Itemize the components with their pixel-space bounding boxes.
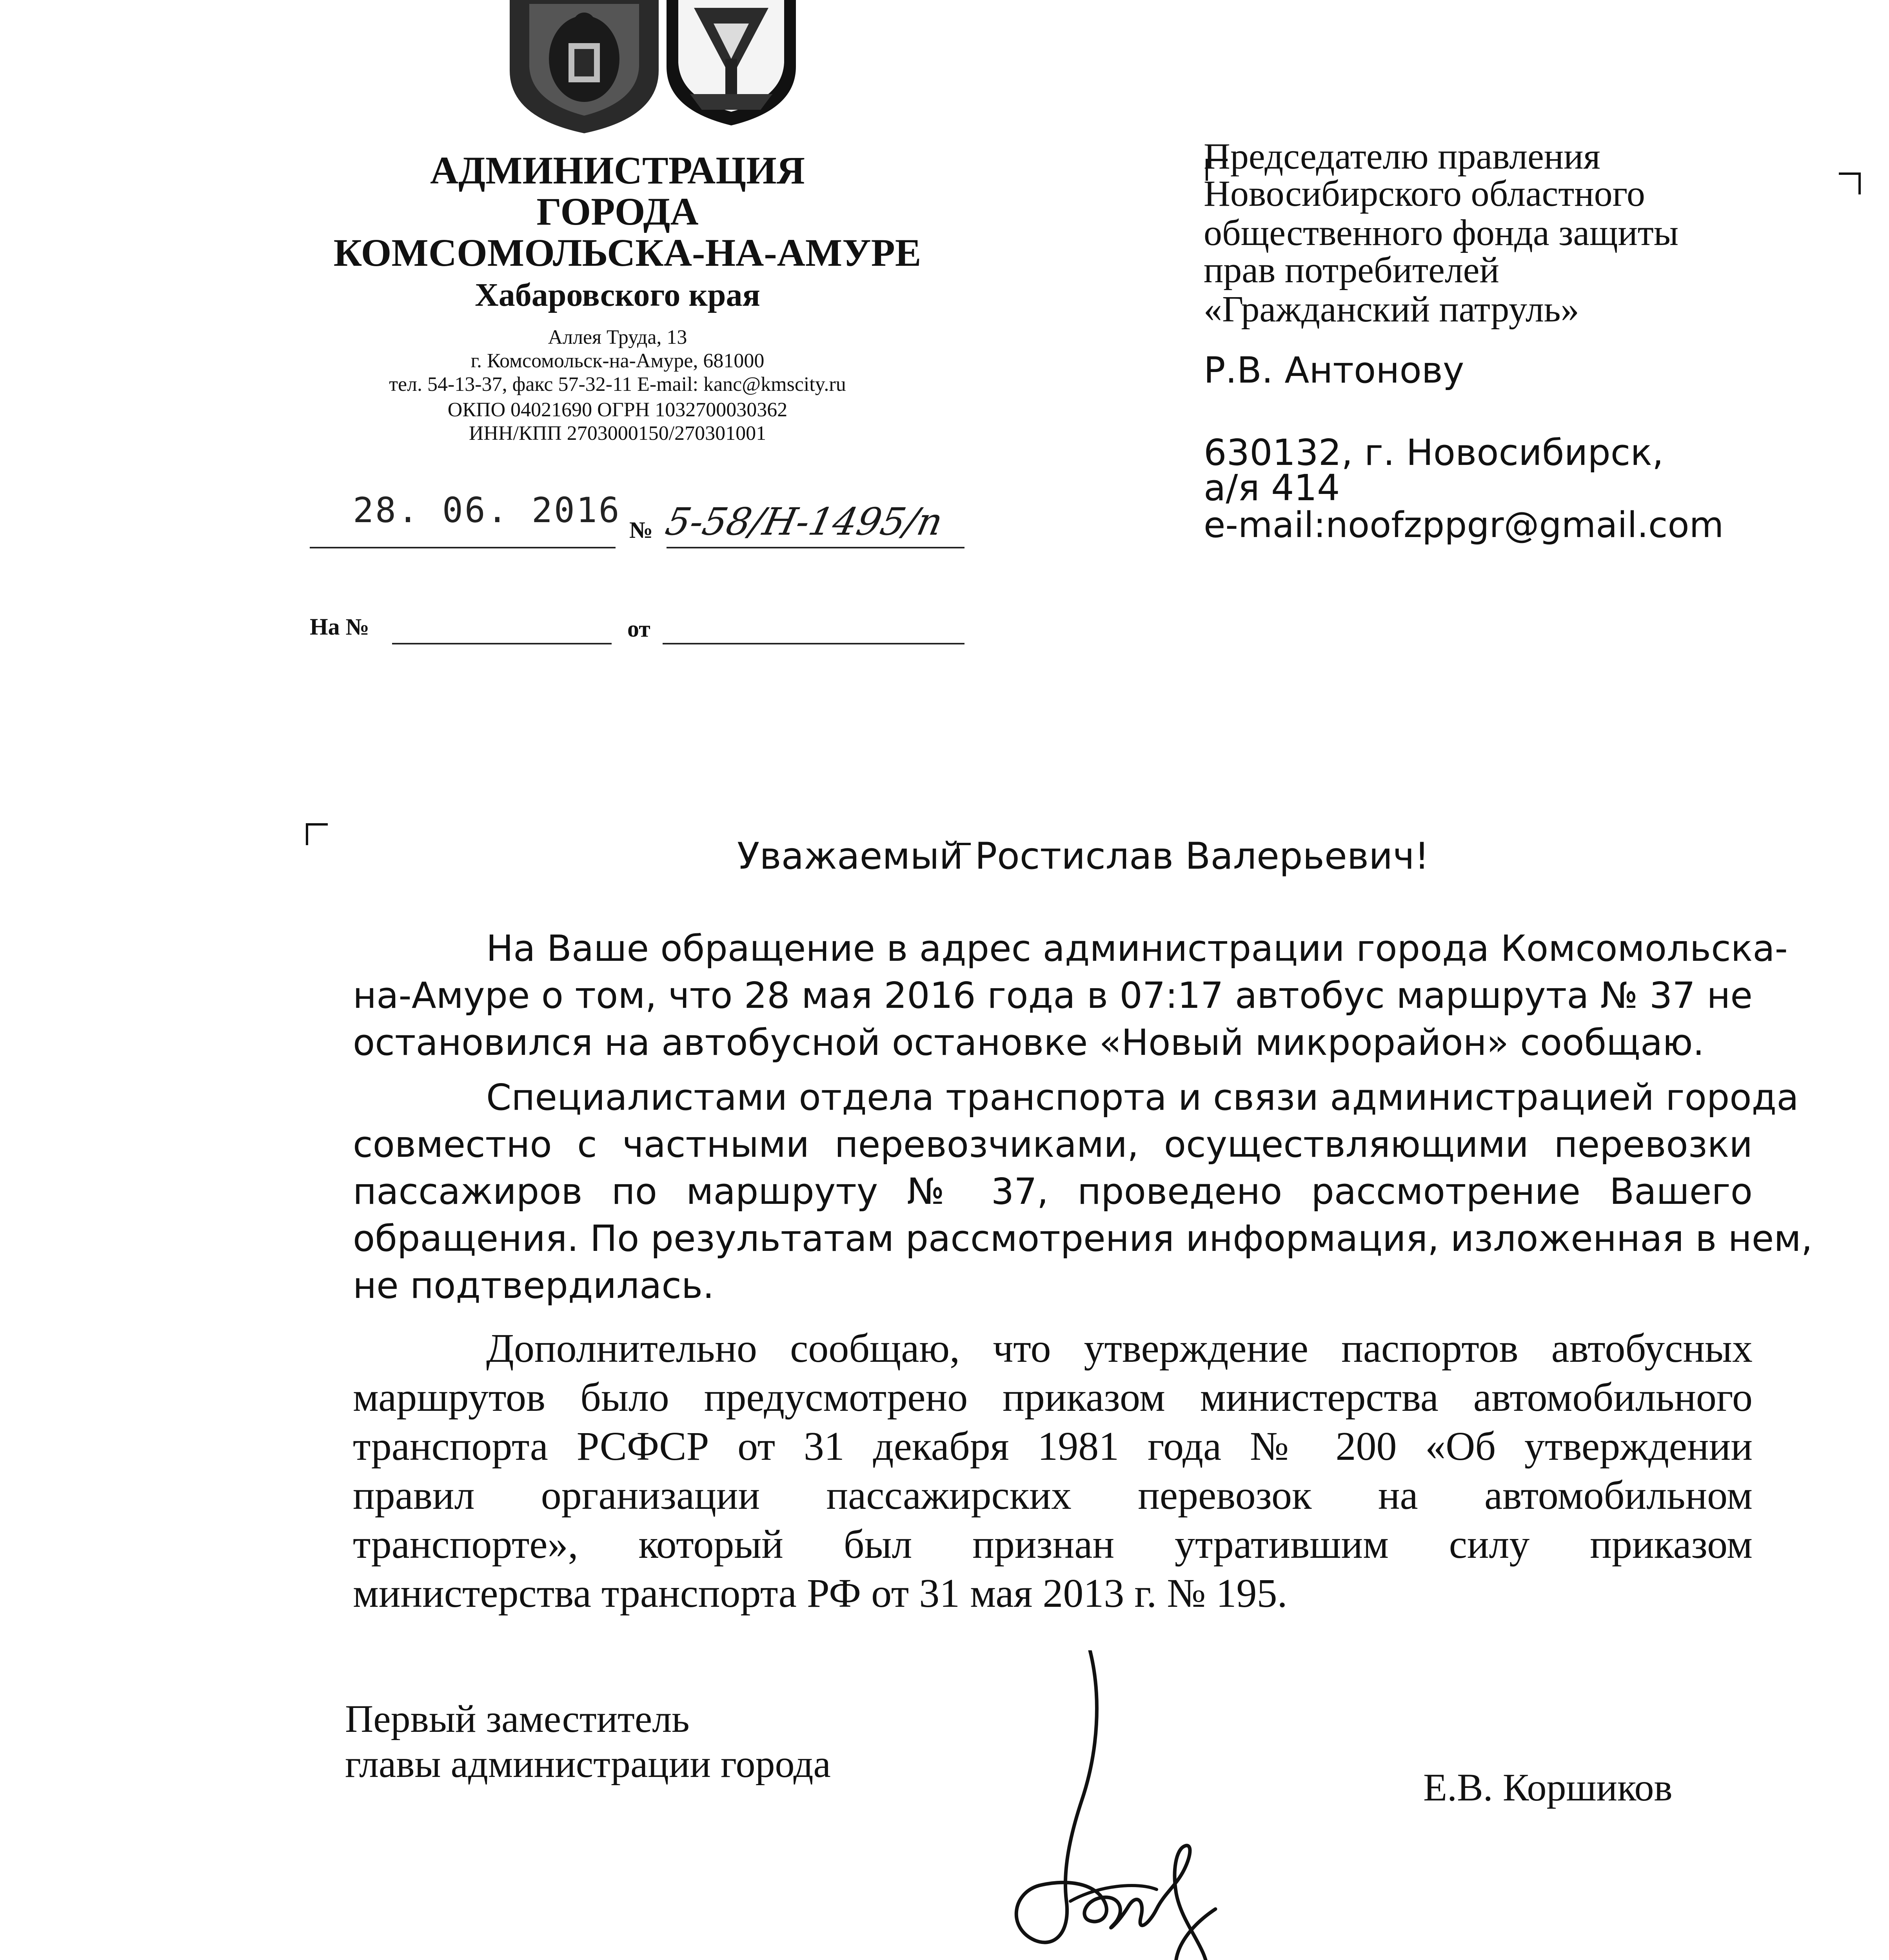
letter-paragraph-3-line: правил организации пассажирских перевозок на автомобильном bbox=[353, 1473, 1753, 1518]
letter-salutation: Уважаемый Ростислав Валерьевич! bbox=[737, 835, 1429, 878]
letter-paragraph-3-line: транспорте», который был признан утратившим силу приказом bbox=[353, 1522, 1753, 1567]
letter-paragraph-3-line: маршрутов было предусмотрено приказом министерства автомобильного bbox=[353, 1375, 1753, 1420]
signatory-position-line: Первый заместитель bbox=[345, 1697, 690, 1740]
registration-date-stamp: 28. 06. 2016 bbox=[353, 490, 621, 530]
letter-paragraph-2-line: обращения. По результатам рассмотрения информация, изложенная в нем, bbox=[353, 1218, 1813, 1259]
registration-date-underline bbox=[310, 547, 616, 548]
org-codes-line: ИНН/КПП 2703000150/270301001 bbox=[469, 422, 766, 445]
registration-number-underline bbox=[667, 547, 964, 548]
letter-paragraph-3-line: Дополнительно сообщаю, что утверждение паспортов автобусных bbox=[486, 1326, 1753, 1371]
recipient-title-line: прав потребителей bbox=[1204, 250, 1499, 290]
letter-paragraph-1-line: остановился на автобусной остановке «Новый микрорайон» сообщаю. bbox=[353, 1022, 1704, 1063]
region-coat-of-arms-emblem bbox=[663, 0, 800, 125]
org-region: Хабаровского края bbox=[475, 277, 760, 313]
signatory-position-line: главы администрации города bbox=[345, 1742, 831, 1786]
reference-number-blank bbox=[392, 643, 612, 644]
reference-date-label: от bbox=[627, 616, 650, 642]
letter-paragraph-2-line: не подтвердилась. bbox=[353, 1265, 714, 1307]
letter-paragraph-1-line: На Ваше обращение в адрес администрации города Комсомольска- bbox=[486, 927, 1788, 969]
recipient-address-line: а/я 414 bbox=[1204, 467, 1340, 509]
org-title-line-2: ГОРОДА bbox=[536, 190, 699, 233]
registration-number-label: № bbox=[629, 517, 653, 543]
org-address-line: Аллея Труда, 13 bbox=[548, 326, 687, 348]
signatory-name: Е.В. Коршиков bbox=[1423, 1766, 1673, 1809]
letter-paragraph-3-line: министерства транспорта РФ от 31 мая 2013 г. № 195. bbox=[353, 1571, 1288, 1616]
recipient-corner-mark bbox=[1839, 172, 1861, 194]
recipient-title-line: «Гражданский патруль» bbox=[1204, 289, 1579, 330]
city-coat-of-arms-emblem bbox=[494, 0, 674, 133]
letter-paragraph-3-line: транспорта РСФСР от 31 декабря 1981 года № 200 «Об утверждении bbox=[353, 1424, 1753, 1469]
letter-paragraph-2-line: пассажиров по маршруту № 37, проведено рассмотрение Вашего bbox=[353, 1171, 1753, 1212]
letter-paragraph-1-line: на-Амуре о том, что 28 мая 2016 года в 07:17 автобус маршрута № 37 не bbox=[353, 975, 1753, 1016]
handwritten-signature bbox=[972, 1650, 1325, 1960]
org-title-line-3: КОМСОМОЛЬСКА-НА-АМУРЕ bbox=[333, 231, 921, 274]
org-contacts-line: тел. 54-13-37, факс 57-32-11 E-mail: kanc@kmscity.ru bbox=[389, 373, 846, 396]
recipient-title-line: Новосибирского областного bbox=[1204, 173, 1645, 214]
org-title-line-1: АДМИНИСТРАЦИЯ bbox=[430, 149, 805, 192]
recipient-email: e-mail:noofzppgr@gmail.com bbox=[1204, 505, 1724, 546]
recipient-address-line: 630132, г. Новосибирск, bbox=[1204, 432, 1664, 474]
reference-date-blank bbox=[663, 643, 964, 644]
text-field-corner-mark bbox=[306, 823, 328, 845]
recipient-name: Р.В. Антонову bbox=[1204, 349, 1464, 391]
recipient-title-line: общественного фонда защиты bbox=[1204, 212, 1678, 253]
letter-paragraph-2-line: Специалистами отдела транспорта и связи администрацией города bbox=[486, 1076, 1799, 1118]
reference-number-label: На № bbox=[310, 614, 369, 640]
org-codes-line: ОКПО 04021690 ОГРН 1032700030362 bbox=[447, 399, 788, 421]
recipient-title-line: Председателю правления bbox=[1204, 136, 1600, 177]
org-address-line: г. Комсомольск-на-Амуре, 681000 bbox=[470, 350, 765, 372]
letter-paragraph-2-line: совместно с частными перевозчиками, осуществляющими перевозки bbox=[353, 1123, 1753, 1165]
registration-number-handwritten: 5-58/Н-1495/п bbox=[662, 500, 947, 544]
